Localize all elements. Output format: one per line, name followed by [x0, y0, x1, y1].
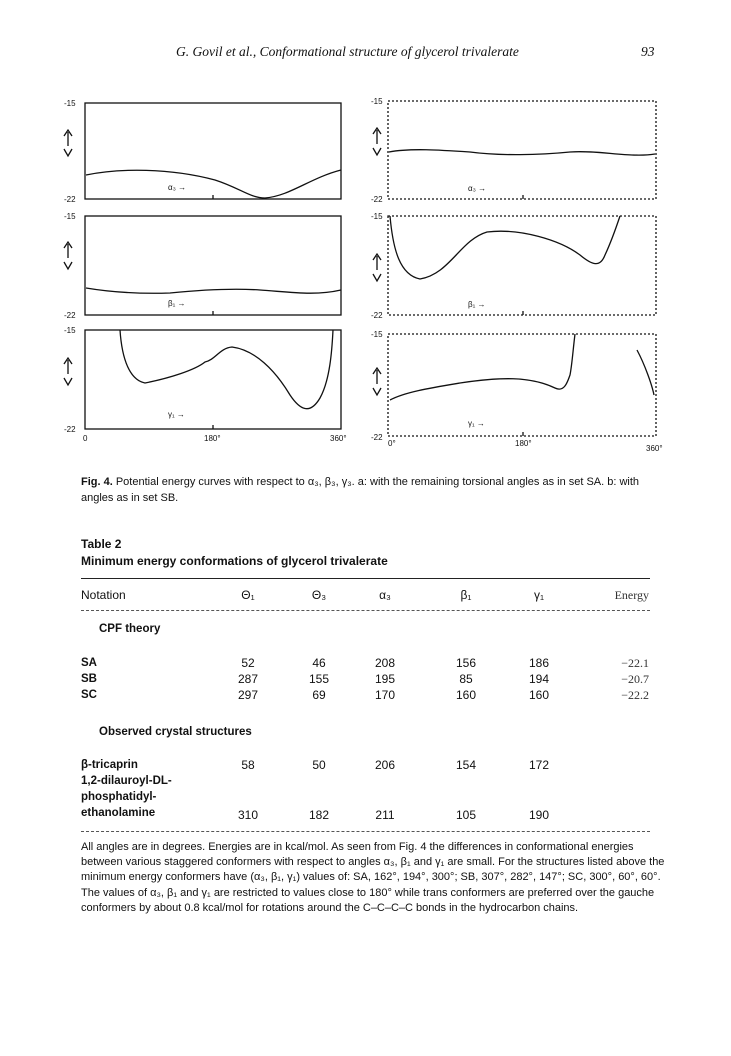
right-arrow-2 — [373, 254, 381, 281]
col-header-notation: Notation — [81, 588, 126, 602]
left-ylabel-top-3: -15 — [64, 326, 76, 335]
running-title: G. Govil et al., Conformational structure of glycerol trivalerate — [176, 44, 519, 59]
col-header-gamma1: γ₁ — [533, 588, 545, 602]
row-tricaprin-gamma1: 172 — [528, 758, 550, 772]
left-arrow-1 — [64, 130, 72, 156]
col-header-energy: Energy — [614, 588, 649, 602]
row-dilauroyl-label-3: ethanolamine — [81, 807, 156, 819]
table-number: Table 2 — [81, 537, 122, 551]
row-dilauroyl-alpha3: 211 — [375, 808, 395, 822]
left-panel-2-frame — [85, 216, 341, 315]
row-sb-gamma1: 194 — [528, 672, 550, 686]
row-dilauroyl-theta1: 310 — [237, 808, 259, 822]
figure-caption — [81, 474, 666, 506]
left-ylabel-bottom-3: -22 — [64, 425, 76, 434]
right-curve-alpha — [389, 150, 655, 155]
row-sb-theta3: 155 — [308, 672, 330, 686]
row-tricaprin-alpha3: 206 — [374, 758, 396, 772]
row-sb-theta1: 287 — [237, 672, 259, 686]
left-curve-beta — [86, 288, 341, 293]
right-curve-gamma-tail — [637, 350, 654, 395]
row-tricaprin-theta3: 50 — [312, 758, 326, 772]
right-ylabel-top-1: -15 — [371, 97, 383, 106]
left-panel-3-frame — [85, 330, 341, 429]
left-arrow-2 — [64, 242, 72, 269]
col-header-beta1: β₁ — [460, 588, 472, 602]
right-ylabel-bottom-3: -22 — [371, 433, 383, 442]
right-curve-gamma — [390, 334, 575, 400]
row-tricaprin-label: β-tricaprin — [81, 759, 138, 771]
right-xtick-360: 360° — [646, 444, 663, 453]
left-ylabel-bottom-2: -22 — [64, 311, 76, 320]
section-observed: Observed crystal structures — [99, 726, 252, 738]
left-curve-gamma — [120, 330, 333, 409]
right-ylabel-top-2: -15 — [371, 212, 383, 221]
col-header-theta3: Θ₃ — [311, 588, 327, 602]
right-panel-3-frame — [388, 334, 656, 436]
potential-energy-figure — [0, 0, 731, 470]
page-number: 93 — [641, 44, 655, 59]
row-sa-theta1: 52 — [241, 656, 255, 670]
right-panel-label-1: α₃ → — [468, 184, 487, 193]
col-header-theta1: Θ₁ — [241, 588, 255, 602]
left-panel-label-1: α₃ → — [168, 183, 187, 192]
row-sb-energy: −20.7 — [621, 672, 649, 686]
figure-caption-text: Potential energy curves with respect to α₃, β₃, γ₃. a: with the remaining torsional angles as in set SA. b: with angles as in set SB. — [81, 476, 640, 504]
right-xtick-180: 180° — [515, 439, 532, 448]
row-sa-label: SA — [81, 657, 97, 669]
row-sb-beta1: 85 — [459, 672, 473, 686]
row-sa-beta1: 156 — [455, 656, 477, 670]
row-sc-theta1: 297 — [237, 688, 259, 702]
left-curve-alpha — [86, 170, 341, 198]
table-bottom-rule — [81, 831, 650, 832]
row-sa-gamma1: 186 — [528, 656, 550, 670]
right-panel-2-frame — [388, 216, 656, 315]
row-sc-label: SC — [81, 689, 97, 701]
row-sc-energy: −22.2 — [621, 688, 649, 702]
figure-caption-lead: Fig. 4. — [81, 476, 113, 488]
row-dilauroyl-theta3: 182 — [308, 808, 330, 822]
left-xtick-0: 0 — [83, 434, 88, 443]
right-panel-label-2: β₁ → — [468, 300, 486, 309]
row-sc-alpha3: 170 — [374, 688, 396, 702]
right-arrow-3 — [373, 368, 381, 395]
row-dilauroyl-label-1: 1,2-dilauroyl-DL- — [81, 775, 172, 787]
table-caption: Minimum energy conformations of glycerol trivalerate — [81, 554, 388, 568]
col-header-alpha3: α₃ — [379, 588, 391, 602]
table-header-rule — [81, 610, 650, 611]
row-sb-alpha3: 195 — [374, 672, 396, 686]
table-top-rule — [81, 578, 650, 579]
table-footnote: All angles are in degrees. Energies are in kcal/mol. As seen from Fig. 4 the differences in conformational energies between various staggered conformers with respect to angles α₃, β₁ and γ₁ are small. For the structures listed above the minimum energy conformers have (α₃, β₁, γ₁) values of: SA, 162°, 194°, 300°; SB, 307°, 282°, 147°; SC, 300°, 60°, 60°. The values of α₃, β₁ and γ₁ are restricted to values close to 180° while trans conformers are preferred over the gauche conformers by about 0.8 kcal/mol for rotations around the C–C–C–C bonds in the hydrocarbon chains. — [81, 841, 665, 914]
row-sb-label: SB — [81, 673, 97, 685]
row-sa-energy: −22.1 — [621, 656, 649, 670]
right-curve-beta — [390, 216, 620, 279]
row-tricaprin-theta1: 58 — [241, 758, 255, 772]
row-sa-theta3: 46 — [312, 656, 326, 670]
left-xtick-360: 360° — [330, 434, 347, 443]
right-panel-label-3: γ₁ → — [468, 419, 485, 428]
left-xtick-180: 180° — [204, 434, 221, 443]
right-ylabel-top-3: -15 — [371, 330, 383, 339]
row-tricaprin-beta1: 154 — [455, 758, 477, 772]
row-sc-theta3: 69 — [312, 688, 326, 702]
row-dilauroyl-beta1: 105 — [455, 808, 477, 822]
left-panel-label-2: β₁ → — [168, 299, 186, 308]
left-ylabel-top-1: -15 — [64, 99, 76, 108]
row-dilauroyl-label-2: phosphatidyl- — [81, 791, 157, 803]
row-dilauroyl-gamma1: 190 — [528, 808, 550, 822]
left-ylabel-top-2: -15 — [64, 212, 76, 221]
right-xtick-0: 0° — [388, 439, 396, 448]
left-arrow-3 — [64, 358, 72, 385]
section-theory: CPF theory — [99, 623, 161, 635]
right-ylabel-bottom-2: -22 — [371, 311, 383, 320]
right-arrow-1 — [373, 128, 381, 155]
row-sc-beta1: 160 — [455, 688, 477, 702]
left-ylabel-bottom-1: -22 — [64, 195, 76, 204]
left-panel-1-frame — [85, 103, 341, 199]
row-sc-gamma1: 160 — [528, 688, 550, 702]
row-sa-alpha3: 208 — [374, 656, 396, 670]
right-ylabel-bottom-1: -22 — [371, 195, 383, 204]
left-panel-label-3: γ₁ → — [168, 410, 185, 419]
